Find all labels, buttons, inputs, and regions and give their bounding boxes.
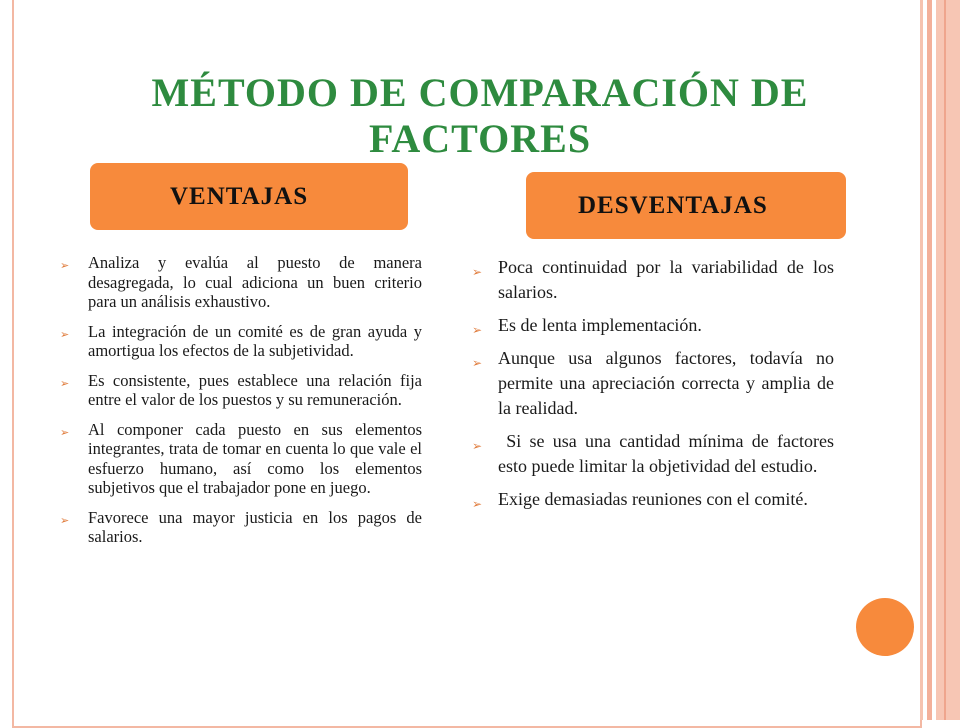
desventajas-header [526,172,846,239]
slide-title: MÉTODO DE COMPARACIÓN DE FACTORES [151,70,809,161]
arrow-bullet-icon: ➢ [60,513,70,527]
desventaja-item [472,255,834,305]
desventaja-item [472,429,839,479]
desventaja-item [472,313,834,338]
ventajas-list [60,253,422,557]
ventaja-text: Al componer cada puesto en sus elementos integrantes, trata de tomar en cuenta lo que vale el esfuerzo humano, así como los elementos subjetivos que el trabajador pone en juego. [88,419,422,497]
desventaja-text: Si se usa una cantidad mínima de factores esto puede limitar la objetividad del estudio. [498,431,839,476]
arrow-bullet-icon: ➢ [472,323,483,337]
arrow-bullet-icon: ➢ [472,356,483,370]
arrow-bullet-icon: ➢ [60,376,70,390]
desventaja-text: Es de lenta implementación. [498,315,702,335]
arrow-bullet-icon: ➢ [472,439,483,453]
ventaja-text: Analiza y evalúa al puesto de manera desagregada, lo cual adiciona un buen criterio para un análisis exhaustivo. [88,253,422,311]
decorative-orange-circle [856,598,914,656]
ventaja-item [60,420,422,498]
desventaja-text: Exige demasiadas reuniones con el comité. [498,489,808,509]
ventajas-header [90,163,408,230]
ventaja-text: Es consistente, pues establece una relación fija entre el valor de los puestos y su remuneración. [88,370,422,409]
side-decoration-stripes [920,0,960,720]
arrow-bullet-icon: ➢ [60,425,70,439]
arrow-bullet-icon: ➢ [472,497,483,511]
arrow-bullet-icon: ➢ [60,259,70,272]
desventaja-text: Poca continuidad por la variabilidad de los salarios. [498,257,834,302]
desventajas-list [472,255,839,520]
ventaja-item [60,371,422,410]
arrow-bullet-icon: ➢ [472,265,483,279]
ventaja-item [60,508,422,547]
desventaja-item [472,346,834,421]
desventaja-item [472,487,834,512]
desventajas-label: DESVENTAJAS [578,191,768,219]
ventaja-text: La integración de un comité es de gran ayuda y amortigua los efectos de la subjetividad. [88,321,422,360]
desventaja-text: Aunque usa algunos factores, todavía no permite una apreciación correcta y amplia de la realidad. [498,348,834,418]
ventaja-text: Favorece una mayor justicia en los pagos de salarios. [88,507,422,546]
arrow-bullet-icon: ➢ [60,327,70,341]
ventaja-item [60,322,422,361]
ventajas-label: VENTAJAS [170,182,309,210]
ventaja-item [60,253,422,312]
